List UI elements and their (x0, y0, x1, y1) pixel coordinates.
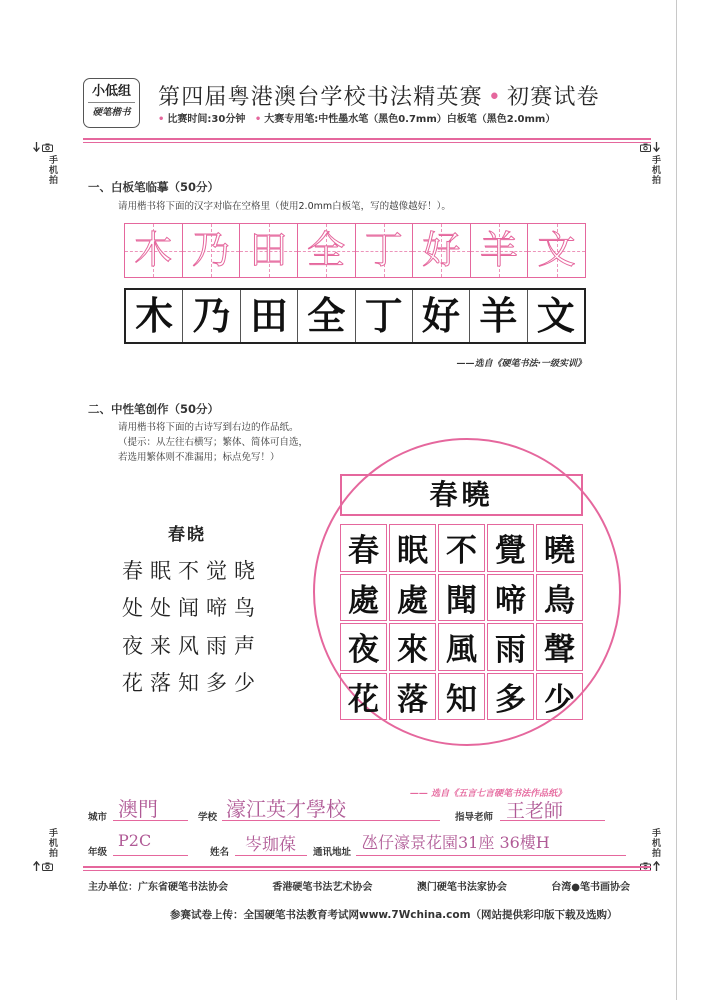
marker-bottom-left-label: 手机拍 (47, 828, 57, 858)
model-char: 文 (537, 228, 576, 272)
work-cell (438, 673, 485, 721)
name-label: 姓名 (210, 847, 230, 858)
work-char: 夜 (348, 632, 379, 669)
work-cell (536, 623, 583, 671)
page-title (158, 80, 600, 111)
model-cell (412, 224, 470, 277)
poem-title: 春晓 (168, 525, 206, 545)
arrow-down-icon (33, 142, 40, 152)
written-cell (412, 290, 469, 342)
address-underline (356, 855, 626, 856)
work-cell (389, 673, 436, 721)
name-value: 岑珈葆 (245, 835, 296, 855)
work-cell (487, 673, 534, 721)
camera-icon (42, 143, 53, 152)
written-char: 羊 (479, 293, 518, 338)
model-char: 羊 (480, 228, 519, 272)
marker-top-right-label: 手机拍 (650, 155, 660, 185)
work-cell (340, 623, 387, 671)
model-char: 乃 (191, 228, 230, 272)
work-char: 聞 (446, 582, 477, 619)
work-char: 落 (397, 681, 428, 718)
model-cell (470, 224, 528, 277)
written-cell (297, 290, 354, 342)
work-cell (340, 673, 387, 721)
city-value: 澳門 (118, 797, 158, 821)
work-cell (340, 574, 387, 622)
model-cell (297, 224, 355, 277)
work-char: 覺 (495, 533, 526, 570)
work-char: 聲 (544, 632, 575, 669)
model-char: 丁 (364, 228, 403, 272)
written-char: 田 (249, 293, 288, 338)
top-divider (83, 138, 651, 143)
school-underline (222, 820, 440, 821)
work-char: 少 (544, 681, 575, 718)
school-value: 濠江英才學校 (226, 797, 346, 821)
bottom-divider (83, 866, 651, 871)
section2-source: —— 选自《五言七言硬笔书法作品纸》 (410, 789, 567, 799)
title-main: 第四届粤港澳台学校书法精英赛 (158, 85, 483, 110)
written-cell (469, 290, 526, 342)
work-cell (438, 623, 485, 671)
model-cell (182, 224, 240, 277)
marker-top-right-icons (640, 142, 660, 152)
work-char: 春 (348, 533, 379, 570)
organizers (88, 878, 630, 893)
work-grid (340, 524, 583, 720)
section1-instruction: 请用楷书将下面的汉字对临在空格里（使用2.0mm白板笔，写的越像越好！）。 (118, 201, 451, 212)
work-title: 春曉 (429, 478, 494, 511)
poem-line: 处处闻啼鸟 (122, 596, 262, 620)
written-char: 乃 (192, 293, 231, 338)
work-char: 處 (348, 582, 379, 619)
model-char: 田 (249, 228, 288, 272)
work-char: 雨 (495, 632, 526, 669)
address-label: 通讯地址 (313, 847, 352, 858)
teacher-value: 王老師 (506, 800, 564, 822)
info-time: 比赛时间:30分钟 (167, 114, 246, 125)
work-char: 處 (397, 582, 428, 619)
organizer-name: 台湾●笔书画协会 (551, 882, 630, 893)
written-char-row (124, 288, 586, 344)
written-char: 全 (307, 293, 346, 338)
city-underline (113, 820, 188, 821)
written-char: 好 (422, 293, 461, 338)
section1-source: ——选自《硬笔书法·一级实训》 (456, 359, 586, 369)
camera-icon (42, 862, 53, 871)
arrow-up-icon (33, 861, 40, 871)
section2-instruction-line: 请用楷书将下面的古诗写到右边的作品纸。 (118, 422, 299, 433)
city-label: 城市 (88, 812, 108, 823)
work-cell (487, 524, 534, 572)
work-char: 啼 (495, 582, 526, 619)
work-char: 知 (446, 681, 477, 718)
work-cell (389, 623, 436, 671)
model-char: 全 (307, 228, 346, 272)
grade-underline (113, 855, 188, 856)
teacher-underline (500, 820, 605, 821)
exam-info (158, 110, 561, 125)
model-char: 好 (422, 228, 461, 272)
arrow-up-icon (653, 861, 660, 871)
work-char: 花 (348, 681, 379, 718)
poem-line: 花落知多少 (122, 671, 262, 695)
arrow-down-icon (653, 142, 660, 152)
written-char: 木 (135, 293, 174, 338)
model-cell (239, 224, 297, 277)
written-cell (355, 290, 412, 342)
group-badge (83, 78, 140, 128)
section1-heading: 一、白板笔临摹（50分） (88, 180, 220, 194)
work-char: 多 (495, 681, 526, 718)
organizers-label: 主办单位： (88, 882, 138, 893)
teacher-label: 指导老师 (455, 812, 494, 823)
work-cell (340, 524, 387, 572)
model-cell (125, 224, 182, 277)
marker-top-left-icons (33, 142, 53, 152)
model-cell (355, 224, 413, 277)
written-cell (182, 290, 239, 342)
work-char: 鳥 (544, 582, 575, 619)
work-char: 眠 (397, 533, 428, 570)
work-char: 風 (446, 632, 477, 669)
written-char: 丁 (364, 293, 403, 338)
written-char: 文 (536, 293, 575, 338)
written-cell (527, 290, 584, 342)
title-suffix: 初赛试卷 (507, 85, 600, 110)
upload-info: 参赛试卷上传：全国硬笔书法教育考试网www.7Wchina.com（网站提供彩印版下载及选购） (170, 909, 618, 921)
work-cell (536, 673, 583, 721)
work-cell (389, 574, 436, 622)
marker-top-left-label: 手机拍 (47, 155, 57, 185)
marker-bottom-right-label: 手机拍 (650, 828, 660, 858)
camera-icon (640, 143, 651, 152)
marker-bottom-left-icons (33, 861, 53, 871)
work-title-box (340, 474, 583, 516)
section2-instruction-line: 若选用繁体则不准漏用；标点免写！） (118, 452, 280, 463)
section2-heading: 二、中性笔创作（50分） (88, 402, 220, 416)
group-sublabel: 硬笔楷书 (92, 107, 131, 118)
section2-instruction-line: （提示：从左往右横写；繁体、简体可自选， (118, 437, 309, 448)
address-value: 氹仔濠景花園31座 36樓H (362, 833, 550, 852)
work-cell (438, 524, 485, 572)
work-cell (487, 574, 534, 622)
model-char-row (124, 223, 586, 278)
organizer-item (88, 878, 228, 893)
info-bullet: • (158, 114, 165, 125)
info-bullet: • (254, 114, 262, 125)
work-cell (389, 524, 436, 572)
grade-value: P2C (118, 831, 152, 850)
page-edge-line (676, 0, 677, 1000)
work-cell (438, 574, 485, 622)
work-cell (536, 574, 583, 622)
grade-label: 年级 (88, 847, 108, 858)
written-cell (126, 290, 182, 342)
group-label: 小低组 (88, 81, 135, 103)
name-underline (235, 855, 307, 856)
poem-line: 春眠不觉晓 (122, 559, 262, 583)
work-char: 曉 (544, 533, 575, 570)
work-char: 不 (446, 533, 477, 570)
poem-line: 夜来风雨声 (122, 634, 262, 658)
work-cell (536, 524, 583, 572)
work-cell (487, 623, 534, 671)
title-dot: • (487, 85, 502, 110)
model-cell (527, 224, 585, 277)
organizer-name: 香港硬笔书法艺术协会 (272, 882, 373, 893)
organizer-name: 澳门硬笔书法家协会 (416, 882, 507, 893)
work-char: 來 (397, 632, 428, 669)
model-char: 木 (134, 228, 173, 272)
school-label: 学校 (198, 812, 218, 823)
info-pens: 大赛专用笔:中性墨水笔（黑色0.7mm）白板笔（黑色2.0mm） (264, 114, 556, 125)
written-cell (240, 290, 297, 342)
organizer-name: 广东省硬笔书法协会 (138, 882, 228, 893)
